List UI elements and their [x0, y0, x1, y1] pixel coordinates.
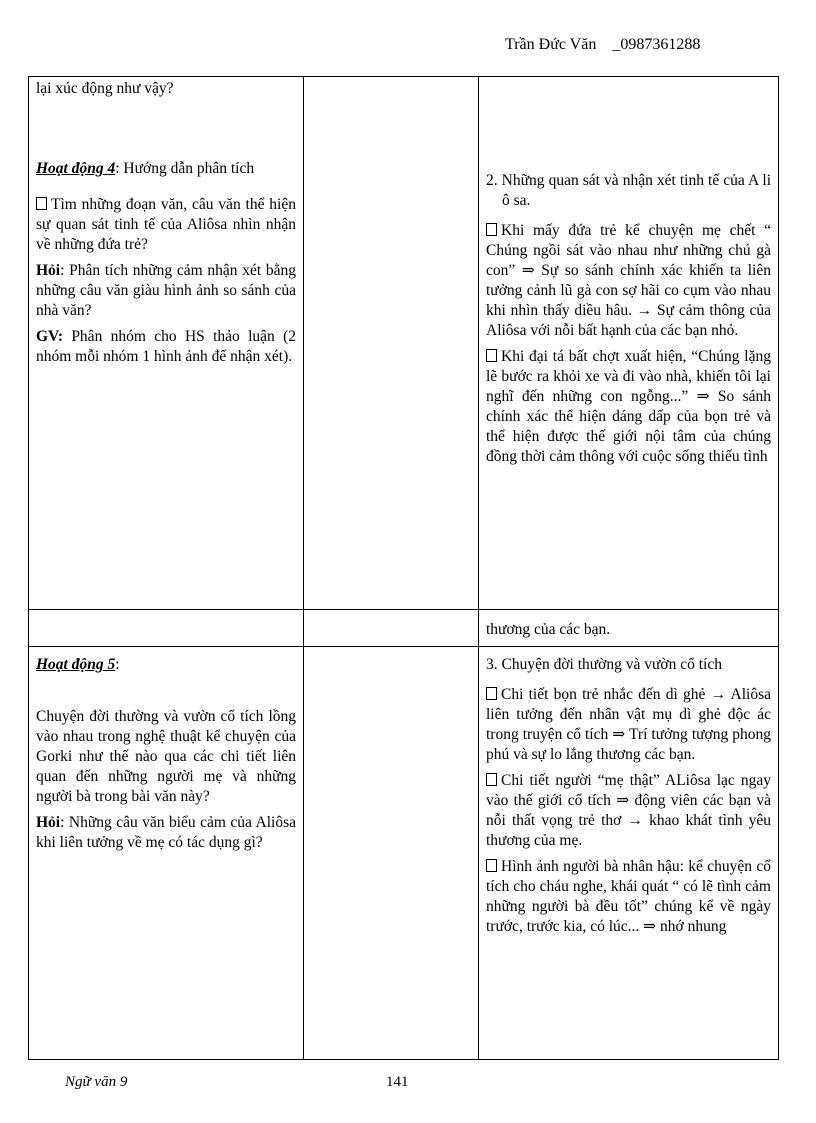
checkbox-icon — [486, 859, 497, 872]
empty-cell — [304, 610, 479, 647]
question-1: Chuyện đời thường và vườn cổ tích lồng vào nhau trong nghệ thuật kể chuyện của Gorki như thế nào qua các chi tiết liên quan đến những người mẹ và những người bà trong bài văn này? — [36, 708, 296, 805]
section-3-paragraph: Chi tiết người “mẹ thật” ALiôsa lạc ngay vào thế giới cổ tích ⇒ động viên các bạn và nỗi thất vọng trẻ thơ → khao khát tình yêu thương của mẹ. — [486, 772, 771, 849]
question-1: Tìm những đoạn văn, câu văn thể hiện sự quan sát tinh tế của Aliôsa nhìn nhận về những đứa trẻ? — [36, 196, 296, 253]
activity-4-heading: Hoạt động 4: Hướng dẫn phân tích — [36, 160, 255, 177]
lesson-table — [28, 76, 779, 1060]
section-2-heading: 2. Những quan sát và nhận xét tinh tế của A li ô sa. — [486, 172, 771, 209]
content-cell — [479, 77, 779, 610]
teacher-note: GV: Phân nhóm cho HS thảo luận (2 nhóm mỗi nhóm 1 hình ảnh để nhận xét). — [36, 328, 296, 365]
section-2-paragraph: Khi đại tá bất chợt xuất hiện, “Chúng lặng lẽ bước ra khỏi xe và đi vào nhà, khiến tôi lại nghĩ đến những con ngỗng...” ⇒ So sánh chính xác thể hiện dáng dấp của bọn trẻ và thể hiện được thế giới nội tâm của chúng đồng thời cảm thông với cuộc sống thiếu tình — [486, 348, 771, 465]
content-cell — [479, 647, 779, 1060]
checkbox-icon — [486, 687, 497, 700]
empty-cell — [29, 610, 304, 647]
checkbox-icon — [486, 223, 497, 236]
table-row — [29, 647, 779, 1060]
author-name: Trần Đức Văn — [505, 36, 597, 53]
footer-subject: Ngữ văn 9 — [65, 1074, 128, 1090]
empty-cell — [304, 647, 479, 1060]
page-header — [505, 36, 700, 54]
activity-cell — [29, 647, 304, 1060]
left-top-text: lại xúc động như vậy? — [36, 80, 174, 97]
continuation-text: thương của các bạn. — [486, 621, 611, 638]
section-2-paragraph: Khi mấy đứa trẻ kể chuyện mẹ chết “ Chúng ngồi sát vào nhau như những chú gà con” ⇒ Sự so sánh chính xác khiến ta liên tưởng cảnh lũ gà con sợ hãi co cụm vào nhau khi nhìn thấy diều hâu. → Sự cảm thông của Aliôsa với nỗi bất hạnh của các bạn nhỏ. — [486, 222, 771, 339]
table-row — [29, 610, 779, 647]
table-row — [29, 77, 779, 610]
empty-cell — [304, 77, 479, 610]
activity-cell — [29, 77, 304, 610]
question-2: Hỏi: Những câu văn biểu cảm của Aliôsa khi liên tưởng về mẹ có tác dụng gì? — [36, 814, 296, 851]
checkbox-icon — [486, 773, 497, 786]
section-3-paragraph: Hình ảnh người bà nhân hậu: kể chuyện cổ tích cho cháu nghe, khái quát “ có lẽ tình cảm những người bà đều tốt” chúng kể về ngày trước, trước kia, có lúc... ⇒ nhớ nhung — [486, 858, 771, 935]
author-phone: _0987361288 — [612, 36, 701, 53]
content-cell — [479, 610, 779, 647]
question-2: Hỏi: Phân tích những cảm nhận xét bằng những câu văn giàu hình ảnh so sánh của nhà văn? — [36, 262, 296, 319]
page-number: 141 — [386, 1074, 409, 1090]
checkbox-icon — [486, 349, 497, 362]
activity-5-heading: Hoạt động 5: — [36, 656, 120, 673]
checkbox-icon — [36, 197, 47, 210]
section-3-heading: 3. Chuyện đời thường và vườn cổ tích — [486, 656, 722, 673]
section-3-paragraph: Chi tiết bọn trẻ nhắc đến dì ghẻ → Aliôsa liên tưởng đến nhân vật mụ dì ghẻ độc ác trong truyện cổ tích ⇒ Trí tưởng tượng phong phú và sự lo lắng thương các bạn. — [486, 686, 771, 763]
